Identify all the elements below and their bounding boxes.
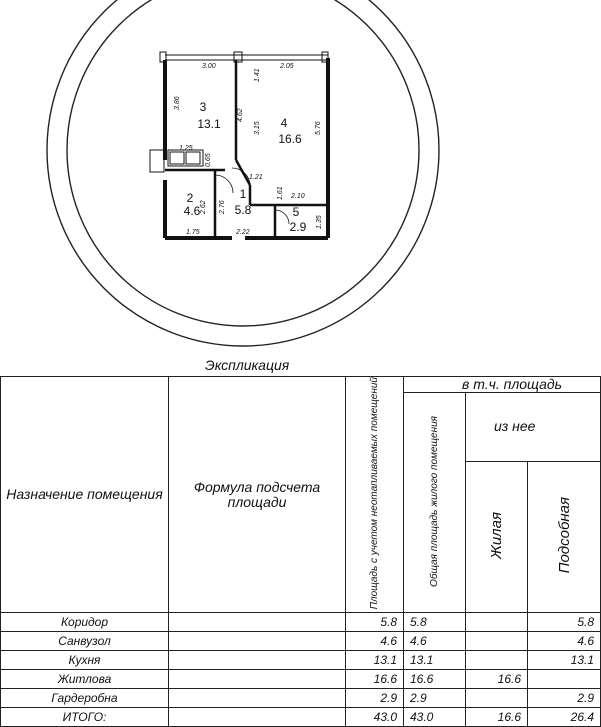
header-area-with	[346, 377, 404, 613]
room-2-area: 4.6	[183, 204, 201, 218]
stamp-inner-circle	[67, 0, 419, 326]
header-incl: в т.ч. площадь	[404, 377, 601, 393]
room-4-number: 4	[280, 116, 288, 130]
row-formula	[169, 613, 346, 632]
row-area-with: 5.8	[346, 613, 404, 632]
row-total: 4.6	[404, 632, 466, 651]
header-area-with-text: Площадь с учетом неотапливаемых помещений	[369, 377, 380, 610]
header-total-living-text: Общая площадь жилого помещения	[429, 415, 440, 587]
dimension-label: 4.62	[237, 108, 244, 122]
row-total: 13.1	[404, 651, 466, 670]
room-1-number: 1	[239, 187, 247, 201]
dimension-label: 1.61	[277, 186, 284, 200]
dimension-label: 3.00	[202, 63, 216, 70]
floor-plan	[0, 0, 575, 350]
row-total: 16.6	[404, 670, 466, 689]
total-formula	[169, 708, 346, 727]
room-5-number: 5	[292, 205, 300, 219]
dimension-label: 1.75	[186, 229, 200, 236]
table-total-row	[1, 708, 601, 727]
room-3-area: 13.1	[197, 117, 221, 131]
dimension-label: 0.65	[205, 153, 212, 167]
dimension-label: 2.62	[200, 200, 207, 214]
dimension-label: 1.35	[316, 215, 323, 229]
total-auxiliary: 26.4	[528, 708, 601, 727]
header-auxiliary-text: Подсобная	[555, 497, 573, 574]
row-name: Житлова	[1, 670, 169, 689]
dimension-label: 2.05	[280, 63, 294, 70]
row-name: Санвузол	[1, 632, 169, 651]
row-area-with: 16.6	[346, 670, 404, 689]
room-4-area: 16.6	[278, 132, 302, 146]
row-auxiliary: 13.1	[528, 651, 601, 670]
row-auxiliary	[528, 670, 601, 689]
row-living	[466, 632, 528, 651]
dimension-label: 3.86	[174, 96, 181, 110]
room-3-number: 3	[199, 100, 207, 114]
total-total: 43.0	[404, 708, 466, 727]
row-area-with: 4.6	[346, 632, 404, 651]
row-name: Гардеробна	[1, 689, 169, 708]
explication-table	[0, 376, 601, 727]
table-row	[1, 613, 601, 632]
header-auxiliary	[528, 461, 601, 612]
header-of-which: из нее	[466, 393, 601, 462]
total-area-with: 43.0	[346, 708, 404, 727]
kitchen-fixtures	[150, 150, 203, 172]
row-total: 2.9	[404, 689, 466, 708]
row-living	[466, 651, 528, 670]
dimension-label: 1.25	[179, 145, 193, 152]
dimension-label: 2.22	[236, 229, 250, 236]
table-row	[1, 689, 601, 708]
row-living: 16.6	[466, 670, 528, 689]
header-living-text: Жилая	[488, 512, 505, 559]
row-area-with: 13.1	[346, 651, 404, 670]
dimension-label: 2.10	[291, 193, 305, 200]
row-living	[466, 613, 528, 632]
table-row	[1, 670, 601, 689]
row-auxiliary: 2.9	[528, 689, 601, 708]
table-row	[1, 632, 601, 651]
room-2-number: 2	[186, 191, 194, 205]
header-total-living	[404, 393, 466, 613]
room-5-area: 2.9	[289, 220, 307, 234]
row-name: Кухня	[1, 651, 169, 670]
row-auxiliary: 4.6	[528, 632, 601, 651]
total-living: 16.6	[466, 708, 528, 727]
table-row	[1, 651, 601, 670]
row-total: 5.8	[404, 613, 466, 632]
header-formula: Формула подсчета площади	[169, 377, 346, 613]
dimension-label: 1.41	[254, 68, 261, 82]
row-area-with: 2.9	[346, 689, 404, 708]
windows	[160, 52, 328, 62]
row-auxiliary: 5.8	[528, 613, 601, 632]
dimension-label: 5.76	[315, 121, 322, 135]
dimension-label: 1.21	[249, 174, 263, 181]
dimension-label: 3.15	[254, 121, 261, 135]
row-name: Коридор	[1, 613, 169, 632]
room-1-area: 5.8	[234, 203, 252, 217]
row-formula	[169, 632, 346, 651]
row-formula	[169, 651, 346, 670]
row-formula	[169, 670, 346, 689]
total-name: ИТОГО:	[1, 708, 169, 727]
dimension-label: 2.76	[219, 200, 226, 214]
row-formula	[169, 689, 346, 708]
row-living	[466, 689, 528, 708]
header-purpose: Назначение помещения	[1, 377, 169, 613]
header-living	[466, 461, 528, 612]
table-title: Экспликация	[205, 357, 290, 373]
